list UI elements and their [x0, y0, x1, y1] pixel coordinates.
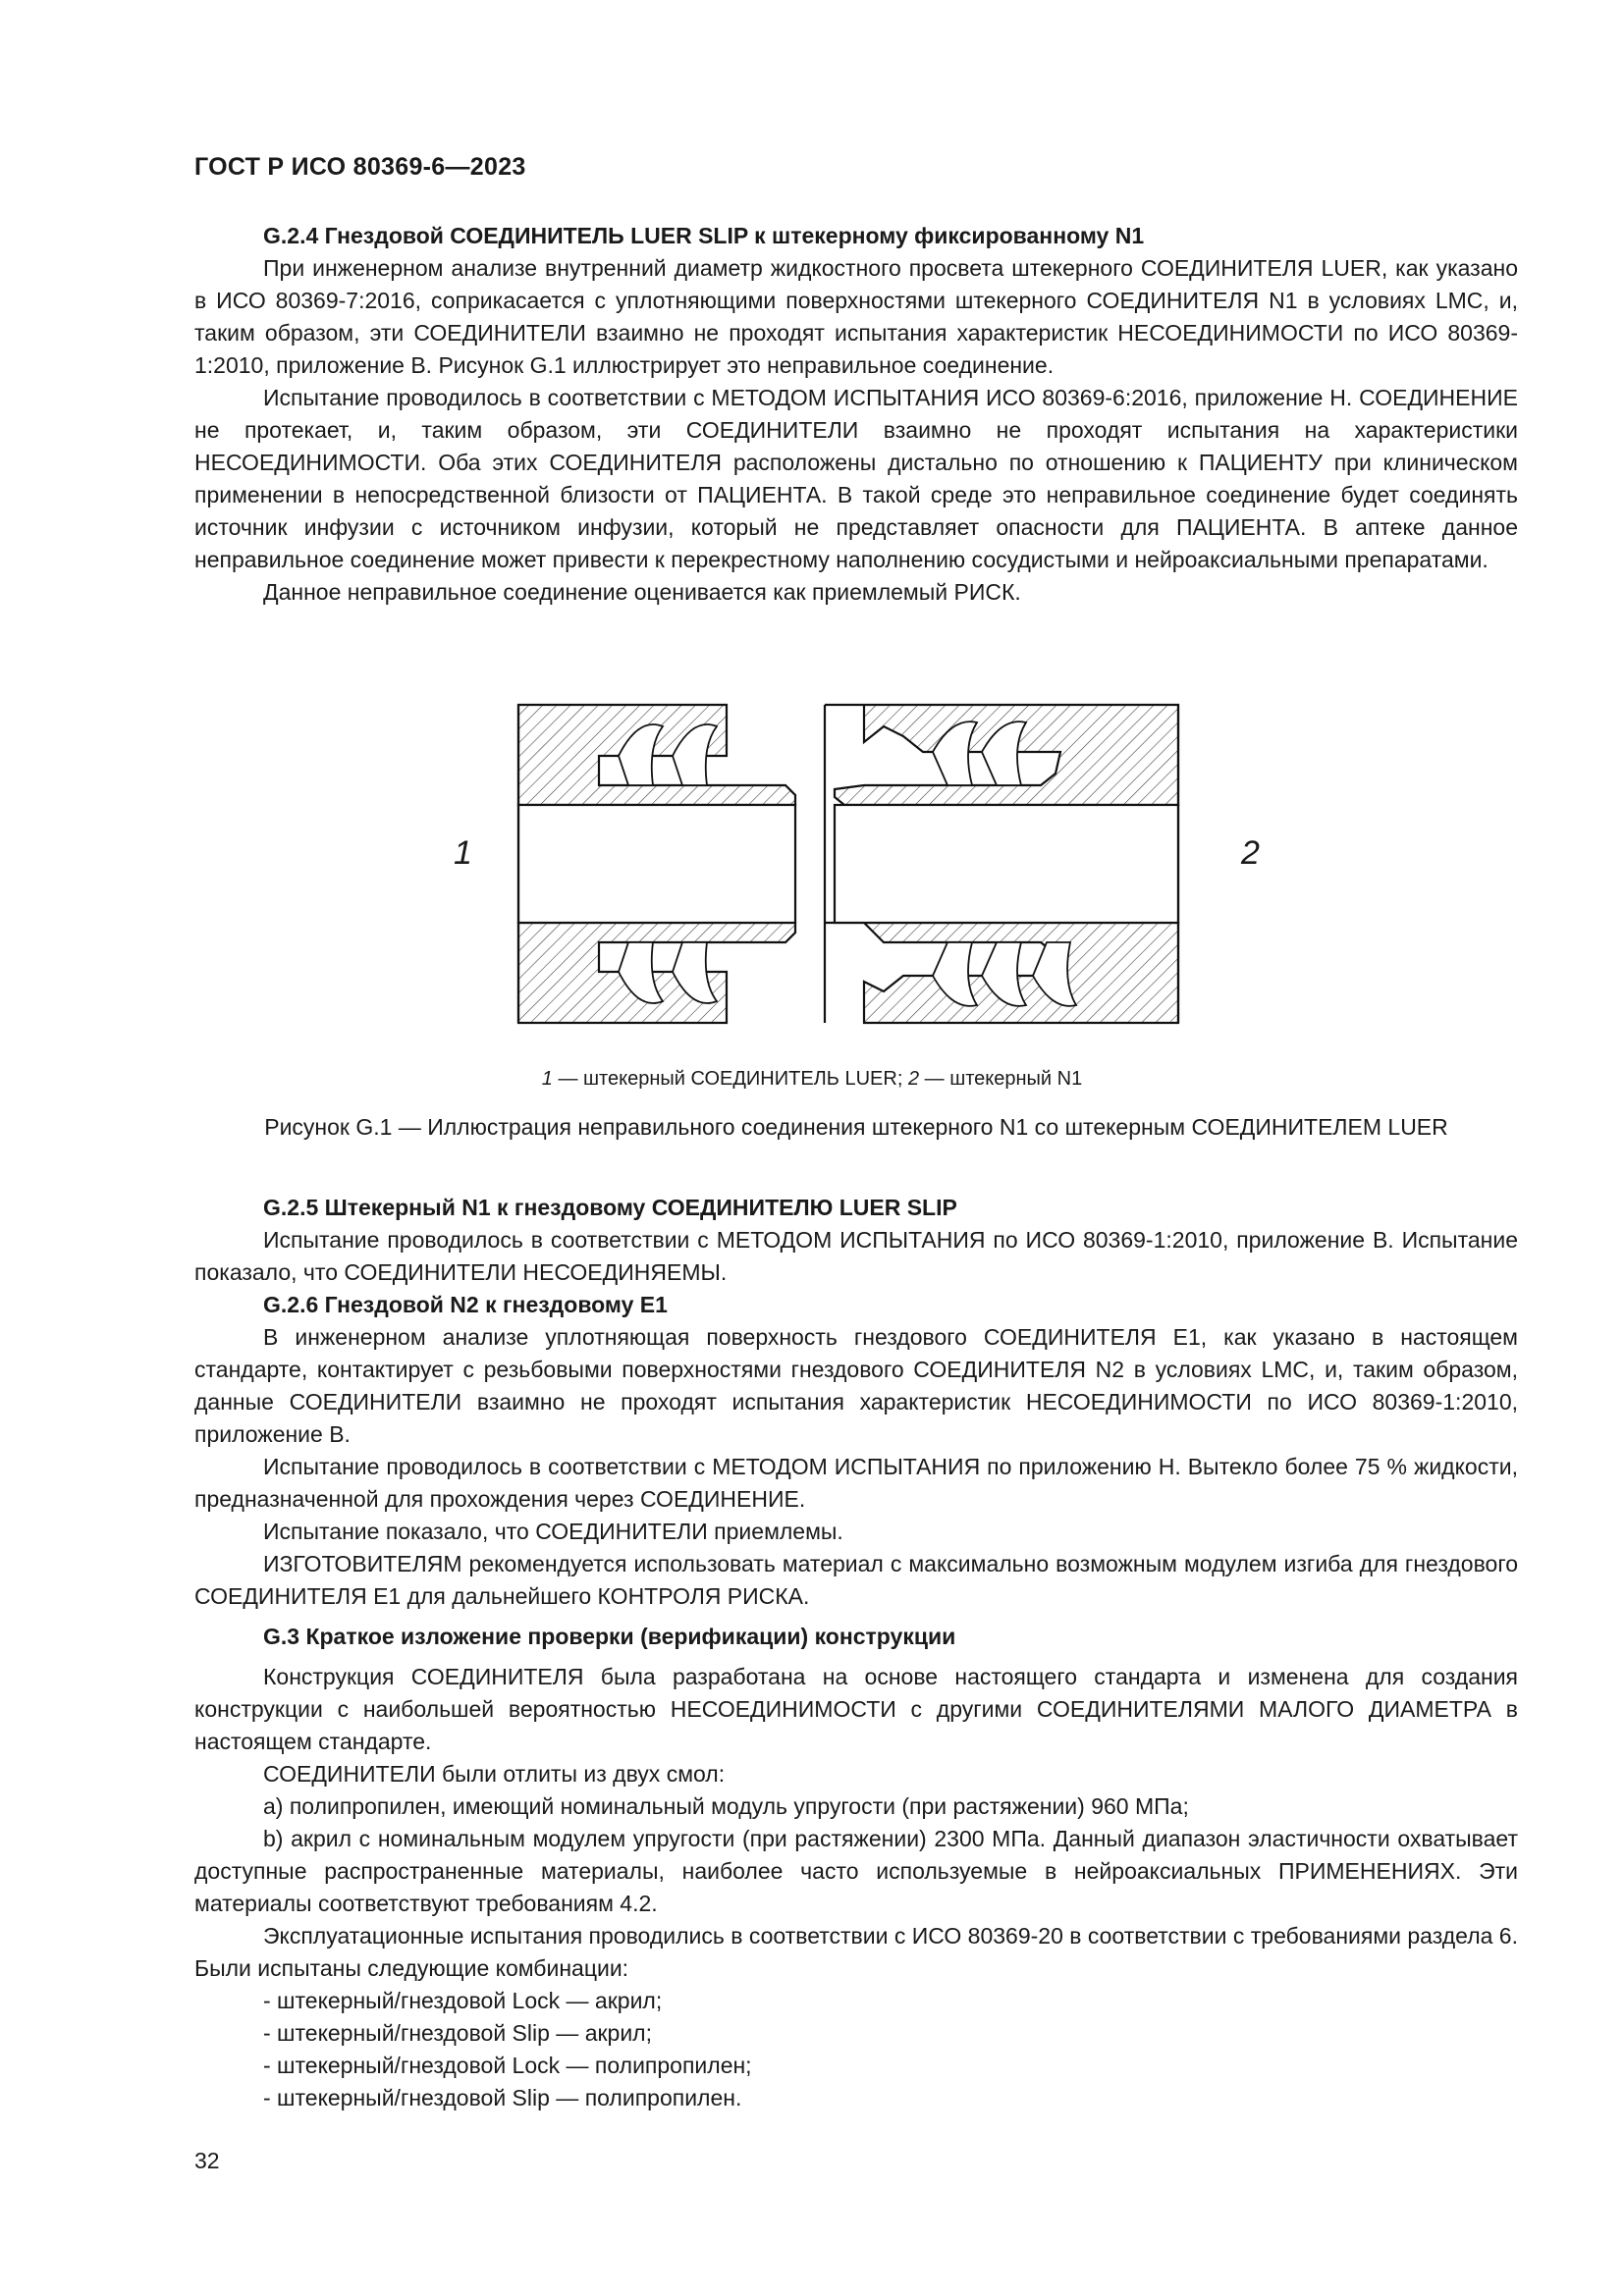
paragraph: Конструкция СОЕДИНИТЕЛЯ была разработана на основе настоящего стандарта и изменена для создания конструкции с наибольшей вероятностью НЕСОЕДИНИМОСТИ с другими СОЕДИНИТЕЛЯМИ МАЛОГО ДИАМЕТРА в настоящем стандарте.: [194, 1664, 1518, 1754]
paragraph: Испытание проводилось в соответствии с МЕТОДОМ ИСПЫТАНИЯ по ИСО 80369-1:2010, приложение В. Испытание показало, что СОЕДИНИТЕЛИ НЕСОЕДИНЯЕМЫ.: [194, 1227, 1518, 1285]
list-item: b) акрил с номинальным модулем упругости (при растяжении) 2300 МПа. Данный диапазон эластичности охватывает доступные распространенные материалы, наиболее часто используемые в нейроаксиальных ПРИМЕНЕНИЯХ. Эти материалы соответствуют требованиям 4.2.: [194, 1826, 1518, 1916]
paragraph: Испытание проводилось в соответствии с МЕТОДОМ ИСПЫТАНИЯ по приложению Н. Вытекло более 75 % жидкости, предназначенной для прохождения через СОЕДИНЕНИЕ.: [194, 1454, 1518, 1512]
legend-num-2: 2: [907, 1068, 920, 1090]
paragraph: При инженерном анализе внутренний диаметр жидкостного просвета штекерного СОЕДИНИТЕЛЯ LUER, как указано в ИСО 80369-7:2016, соприкасается с уплотняющими поверхностями штекерного СОЕДИНИТЕЛЯ N1 в условиях LMC, и, таким образом, эти СОЕДИНИТЕЛИ взаимно не проходят испытания характеристик НЕСОЕДИНИМОСТИ по ИСО 80369-1:2010, приложение В. Рисунок G.1 иллюстрирует это неправильное соединение.: [194, 255, 1518, 378]
list-item: - штекерный/гнездовой Lock — полипропилен;: [263, 2053, 752, 2078]
paragraph: Испытание проводилось в соответствии с МЕТОДОМ ИСПЫТАНИЯ ИСО 80369-6:2016, приложение Н. СОЕДИНЕНИЕ не протекает, и, таким образом, эти СОЕДИНИТЕЛИ взаимно не проходят испытания на характеристики НЕСОЕДИНИМОСТИ. Оба этих СОЕДИНИТЕЛЯ расположены дистально по отношению к ПАЦИЕНТУ при клиническом применении в непосредственной близости от ПАЦИЕНТА. В такой среде это неправильное соединение будет соединять источник инфузии с источником инфузии, который не представляет опасности для ПАЦИЕНТА. В аптеке данное неправильное соединение может привести к перекрестному наполнению сосудистыми и нейроаксиальными препаратами.: [194, 385, 1518, 572]
paragraph: СОЕДИНИТЕЛИ были отлиты из двух смол:: [263, 1761, 726, 1787]
heading-g24: G.2.4 Гнездовой СОЕДИНИТЕЛЬ LUER SLIP к штекерному фиксированному N1: [263, 223, 1145, 248]
figure-label-1: 1: [454, 834, 472, 872]
paragraph: ИЗГОТОВИТЕЛЯМ рекомендуется использовать материал с максимально возможным модулем изгиба для гнездового СОЕДИНИТЕЛЯ Е1 для дальнейшего КОНТРОЛЯ РИСКА.: [194, 1551, 1518, 1609]
luer-bore: [518, 805, 795, 923]
luer-body-bottom: [518, 923, 795, 1023]
list-item: - штекерный/гнездовой Slip — полипропилен.: [263, 2085, 742, 2110]
legend-text-1: — штекерный СОЕДИНИТЕЛЬ LUER;: [552, 1068, 908, 1090]
legend-text-2: — штекерный N1: [919, 1068, 1083, 1090]
figure-legend: [0, 1068, 1624, 1091]
page-number: 32: [194, 2148, 220, 2173]
section-g24: [194, 220, 1518, 609]
luer-body-top: [518, 705, 795, 805]
legend-num-1: 1: [541, 1068, 553, 1090]
paragraph: В инженерном анализе уплотняющая поверхность гнездового СОЕДИНИТЕЛЯ Е1, как указано в настоящем стандарте, контактирует с резьбовыми поверхностями гнездового СОЕДИНИТЕЛЯ N2 в условиях LMC, и, таким образом, данные СОЕДИНИТЕЛИ взаимно не проходят испытания характеристик НЕСОЕДИНИМОСТИ по ИСО 80369-1:2010, приложение В.: [194, 1324, 1518, 1447]
heading-g25: G.2.5 Штекерный N1 к гнездовому СОЕДИНИТЕЛЮ LUER SLIP: [263, 1195, 957, 1220]
figure-caption: Рисунок G.1 — Иллюстрация неправильного соединения штекерного N1 со штекерным СОЕДИНИТЕЛЕМ LUER: [264, 1114, 1448, 1140]
figure-label-2: 2: [1241, 834, 1260, 872]
heading-g3: G.3 Краткое изложение проверки (верификации) конструкции: [263, 1624, 956, 1649]
heading-g26: G.2.6 Гнездовой N2 к гнездовому Е1: [263, 1292, 668, 1317]
section-bottom: [194, 1192, 1518, 2114]
list-item: - штекерный/гнездовой Lock — акрил;: [263, 1988, 663, 2013]
list-item: а) полипропилен, имеющий номинальный модуль упругости (при растяжении) 960 МПа;: [263, 1793, 1189, 1819]
paragraph: Испытание показало, что СОЕДИНИТЕЛИ приемлемы.: [263, 1519, 843, 1544]
paragraph: Данное неправильное соединение оценивается как приемлемый РИСК.: [263, 579, 1021, 605]
paragraph: Эксплуатационные испытания проводились в соответствии с ИСО 80369-20 в соответствии с требованиями раздела 6. Были испытаны следующие комбинации:: [194, 1923, 1518, 1981]
standard-header: ГОСТ Р ИСО 80369-6—2023: [194, 153, 526, 181]
connector-misconnection-figure: [491, 687, 1237, 1041]
list-item: - штекерный/гнездовой Slip — акрил;: [263, 2020, 652, 2046]
n1-bore: [835, 805, 1178, 923]
